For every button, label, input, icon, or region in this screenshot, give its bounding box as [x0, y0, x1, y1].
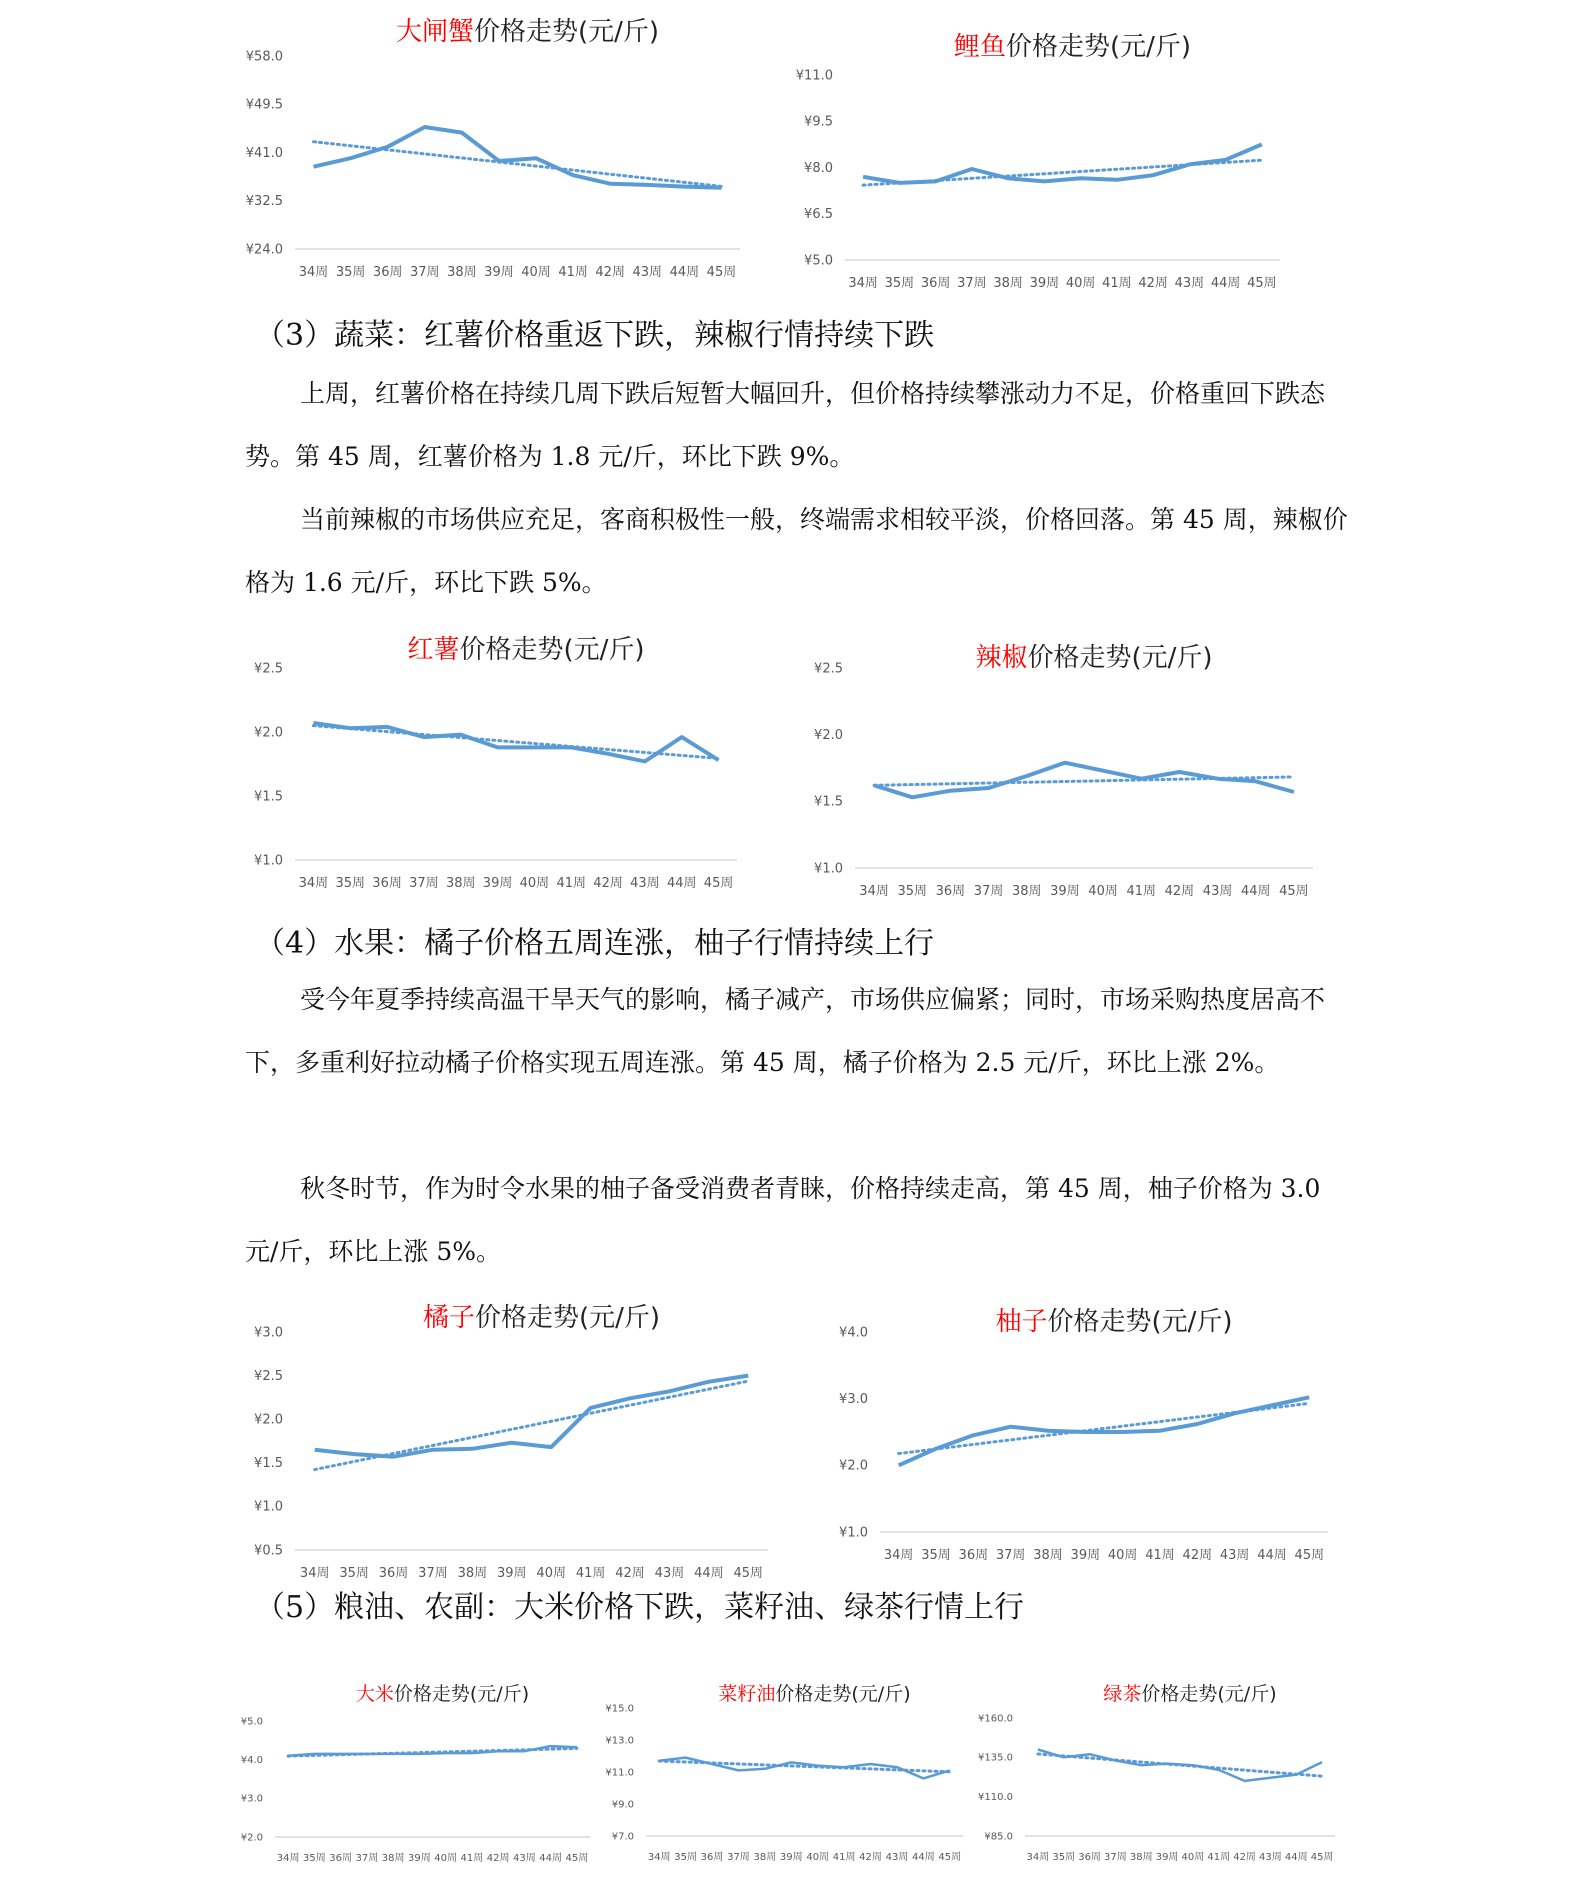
x-tick-label: 35周	[884, 276, 915, 291]
y-tick-label: ¥2.0	[254, 1412, 283, 1428]
section-5-heading: （5）粮油、农副：大米价格下跌，菜籽油、绿茶行情上行	[255, 1590, 1025, 1625]
rice-chart	[240, 1680, 595, 1880]
rapeseedoil-svg	[605, 1680, 968, 1880]
crab-chart	[245, 0, 770, 280]
x-tick-label: 43周	[1259, 1852, 1282, 1863]
y-tick-label: ¥0.5	[254, 1543, 283, 1559]
title-highlight: 绿茶	[1103, 1683, 1142, 1705]
sweetpotato-chart	[245, 630, 770, 910]
x-tick-label: 44周	[912, 1852, 935, 1863]
x-tick-label: 35周	[897, 884, 928, 899]
x-tick-label: 45周	[1247, 276, 1277, 291]
x-tick-label: 43周	[885, 1852, 909, 1863]
title-highlight: 菜籽油	[718, 1683, 776, 1705]
y-tick-label: ¥1.0	[814, 861, 843, 877]
y-tick-label: ¥2.5	[814, 661, 843, 677]
x-tick-label: 38周	[993, 276, 1023, 291]
series-line	[659, 1758, 950, 1779]
y-tick-label: ¥3.0	[839, 1392, 868, 1407]
x-tick-label: 38周	[457, 1566, 488, 1581]
y-tick-label: ¥1.0	[839, 1525, 868, 1541]
x-tick-label: 36周	[935, 884, 966, 899]
x-tick-label: 42周	[615, 1566, 645, 1581]
x-tick-label: 36周	[372, 265, 403, 280]
x-tick-label: 44周	[669, 265, 700, 280]
title-rest: 价格走势(元/斤)	[775, 1683, 911, 1705]
x-tick-label: 40周	[1181, 1852, 1205, 1863]
x-tick-label: 39周	[1070, 1548, 1101, 1563]
y-tick-label: ¥9.0	[611, 1799, 634, 1811]
trendline	[314, 142, 722, 187]
x-tick-label: 34周	[848, 276, 878, 291]
x-tick-label: 40周	[1107, 1548, 1138, 1563]
x-tick-label: 37周	[1104, 1852, 1127, 1863]
x-tick-label: 41周	[558, 265, 588, 280]
x-tick-label: 44周	[694, 1566, 724, 1581]
greentea-chart-title	[1103, 1683, 1276, 1705]
x-tick-label: 45周	[733, 1566, 764, 1581]
x-tick-label: 45周	[1279, 884, 1309, 899]
section-3-heading: （3）蔬菜：红薯价格重返下跌，辣椒行情持续下跌	[255, 318, 935, 353]
x-tick-label: 43周	[513, 1853, 536, 1864]
x-tick-label: 43周	[632, 265, 663, 280]
x-tick-label: 37周	[727, 1852, 750, 1863]
y-tick-label: ¥3.0	[240, 1793, 263, 1805]
x-tick-label: 35周	[1052, 1852, 1076, 1863]
x-tick-label: 34周	[647, 1852, 671, 1863]
x-tick-label: 34周	[859, 884, 889, 899]
y-tick-label: ¥2.0	[839, 1458, 868, 1474]
title-highlight: 橘子	[422, 1303, 475, 1333]
title-rest: 价格走势(元/斤)	[1027, 643, 1213, 673]
title-rest: 价格走势(元/斤)	[1005, 32, 1192, 62]
x-tick-label: 42周	[1233, 1852, 1256, 1863]
x-tick-label: 41周	[1102, 276, 1132, 291]
rapeseedoil-chart-title	[718, 1683, 910, 1705]
y-tick-label: ¥4.0	[839, 1325, 868, 1341]
pomelo-svg	[830, 1300, 1350, 1590]
title-highlight: 辣椒	[975, 643, 1028, 673]
x-tick-label: 43周	[1202, 884, 1233, 899]
x-tick-label: 37周	[355, 1853, 379, 1864]
sweetpotato-paragraph: 上周，红薯价格在持续几周下跌后短暂大幅回升，但价格持续攀涨动力不足，价格重回下跌态势。第 45 周，红薯价格为 1.8 元/斤，环比下跌 9%。	[245, 379, 1326, 471]
x-tick-label: 37周	[995, 1548, 1026, 1563]
y-tick-label: ¥8.0	[804, 160, 833, 176]
title-highlight: 大米	[355, 1683, 394, 1705]
y-tick-label: ¥11.0	[795, 68, 833, 84]
x-tick-label: 35周	[303, 1853, 326, 1864]
x-tick-label: 45周	[938, 1852, 962, 1863]
y-tick-label: ¥3.0	[254, 1325, 283, 1341]
x-tick-label: 39周	[1155, 1852, 1179, 1863]
x-tick-label: 37周	[410, 265, 440, 280]
x-tick-label: 40周	[521, 265, 551, 280]
x-tick-label: 37周	[957, 276, 987, 291]
x-tick-label: 44周	[666, 876, 697, 891]
x-tick-label: 35周	[339, 1566, 369, 1581]
x-tick-label: 37周	[418, 1566, 448, 1581]
y-tick-label: ¥11.0	[605, 1767, 634, 1779]
x-tick-label: 37周	[409, 876, 439, 891]
sweetpotato-chart-title	[407, 635, 644, 665]
x-tick-label: 42周	[486, 1853, 510, 1864]
y-tick-label: ¥2.5	[254, 1368, 283, 1384]
title-highlight: 大闸蟹	[395, 17, 474, 47]
y-tick-label: ¥58.0	[245, 49, 283, 65]
rice-chart-title	[356, 1683, 529, 1705]
x-tick-label: 36周	[958, 1548, 989, 1563]
x-tick-label: 42周	[1164, 884, 1195, 899]
chili-chart	[805, 638, 1325, 918]
series-line	[899, 1397, 1310, 1465]
crab-svg	[245, 0, 770, 280]
y-tick-label: ¥1.0	[254, 853, 283, 869]
x-tick-label: 45周	[706, 265, 737, 280]
title-rest: 价格走势(元/斤)	[393, 1683, 530, 1705]
orange-svg	[245, 1298, 790, 1588]
x-tick-label: 44周	[539, 1853, 562, 1864]
x-tick-label: 36周	[700, 1852, 724, 1863]
series-line	[863, 144, 1262, 183]
x-tick-label: 42周	[859, 1852, 882, 1863]
x-tick-label: 34周	[298, 265, 329, 280]
title-rest: 价格走势(元/斤)	[459, 635, 645, 665]
y-tick-label: ¥24.0	[245, 242, 283, 258]
y-tick-label: ¥13.0	[605, 1735, 634, 1747]
x-tick-label: 34周	[298, 876, 329, 891]
x-tick-label: 41周	[1126, 884, 1157, 899]
x-tick-label: 34周	[276, 1853, 300, 1864]
x-tick-label: 43周	[1174, 276, 1205, 291]
pomelo-paragraph: 秋冬时节，作为时令水果的柚子备受消费者青睐，价格持续走高，第 45 周，柚子价格为 3.0 元/斤，环比上涨 5%。	[245, 1174, 1321, 1266]
x-tick-label: 44周	[1210, 276, 1241, 291]
x-tick-label: 38周	[753, 1852, 777, 1863]
x-tick-label: 42周	[1138, 276, 1168, 291]
y-tick-label: ¥2.5	[254, 661, 283, 677]
x-tick-label: 38周	[445, 876, 476, 891]
x-tick-label: 45周	[1310, 1852, 1334, 1863]
pomelo-chart	[830, 1300, 1350, 1590]
y-tick-label: ¥49.5	[245, 97, 283, 113]
x-tick-label: 39周	[1050, 884, 1080, 899]
y-tick-label: ¥110.0	[978, 1792, 1013, 1803]
y-tick-label: ¥6.5	[804, 207, 833, 223]
x-tick-label: 41周	[575, 1566, 606, 1581]
y-tick-label: ¥1.5	[254, 789, 283, 805]
pomelo-chart-title	[995, 1307, 1232, 1337]
x-tick-label: 35周	[674, 1852, 697, 1863]
y-tick-label: ¥85.0	[984, 1831, 1013, 1843]
x-tick-label: 40周	[434, 1853, 457, 1864]
title-highlight: 柚子	[995, 1307, 1048, 1337]
orange-chart	[245, 1298, 790, 1588]
x-tick-label: 39周	[779, 1852, 803, 1863]
y-tick-label: ¥32.5	[245, 194, 283, 210]
y-tick-label: ¥41.0	[245, 145, 283, 161]
x-tick-label: 41周	[1207, 1852, 1231, 1863]
y-tick-label: ¥1.5	[814, 794, 843, 810]
y-tick-label: ¥9.5	[804, 114, 833, 130]
x-tick-label: 44周	[1257, 1548, 1287, 1563]
greentea-chart	[978, 1680, 1340, 1880]
series-line	[1038, 1750, 1322, 1781]
x-tick-label: 34周	[1026, 1852, 1050, 1863]
y-tick-label: ¥1.5	[254, 1456, 283, 1472]
y-tick-label: ¥7.0	[611, 1831, 634, 1843]
x-tick-label: 38周	[447, 265, 477, 280]
x-tick-label: 34周	[883, 1548, 914, 1563]
title-rest: 价格走势(元/斤)	[474, 1303, 661, 1333]
x-tick-label: 40周	[519, 876, 550, 891]
x-tick-label: 39周	[408, 1853, 431, 1864]
x-tick-label: 42周	[595, 265, 625, 280]
x-tick-label: 40周	[806, 1852, 830, 1863]
chili-paragraph: 当前辣椒的市场供应充足，客商积极性一般，终端需求相较平淡，价格回落。第 45 周，辣椒价格为 1.6 元/斤，环比下跌 5%。	[245, 505, 1348, 597]
x-tick-label: 45周	[565, 1853, 589, 1864]
x-tick-label: 39周	[484, 265, 514, 280]
x-tick-label: 37周	[973, 884, 1004, 899]
x-tick-label: 38周	[1033, 1548, 1063, 1563]
x-tick-label: 43周	[1219, 1548, 1250, 1563]
y-tick-label: ¥135.0	[978, 1752, 1013, 1764]
x-tick-label: 42周	[593, 876, 623, 891]
x-tick-label: 43周	[654, 1566, 685, 1581]
y-tick-label: ¥15.0	[605, 1703, 634, 1715]
x-tick-label: 40周	[536, 1566, 566, 1581]
carp-chart	[795, 10, 1315, 291]
sweetpotato-svg	[245, 630, 770, 910]
x-tick-label: 36周	[378, 1566, 409, 1581]
x-tick-label: 36周	[920, 276, 951, 291]
x-tick-label: 40周	[1088, 884, 1118, 899]
y-tick-label: ¥5.0	[804, 253, 833, 269]
rice-svg	[240, 1680, 595, 1880]
x-tick-label: 41周	[460, 1853, 484, 1864]
x-tick-label: 42周	[1182, 1548, 1213, 1563]
x-tick-label: 35周	[921, 1548, 951, 1563]
chili-svg	[805, 638, 1325, 918]
crab-chart-title	[396, 17, 659, 47]
section-4-heading: （4）水果：橘子价格五周连涨，柚子行情持续上行	[255, 926, 935, 961]
x-tick-label: 44周	[1284, 1852, 1308, 1863]
x-tick-label: 41周	[832, 1852, 856, 1863]
x-tick-label: 36周	[1078, 1852, 1101, 1863]
rapeseedoil-chart	[605, 1680, 968, 1880]
x-tick-label: 39周	[482, 876, 513, 891]
x-tick-label: 35周	[335, 876, 366, 891]
orange-chart-title	[423, 1303, 660, 1333]
chili-chart-title	[975, 643, 1212, 673]
x-tick-label: 34周	[299, 1566, 330, 1581]
x-tick-label: 38周	[1129, 1852, 1153, 1863]
series-line	[315, 1376, 749, 1457]
title-rest: 价格走势(元/斤)	[1141, 1683, 1277, 1705]
x-tick-label: 40周	[1065, 276, 1096, 291]
orange-paragraph: 受今年夏季持续高温干旱天气的影响，橘子减产，市场供应偏紧；同时，市场采购热度居高不下，多重利好拉动橘子价格实现五周连涨。第 45 周，橘子价格为 2.5 元/斤，环比上涨 2%。	[245, 985, 1326, 1077]
x-tick-label: 35周	[335, 265, 366, 280]
x-tick-label: 38周	[381, 1853, 405, 1864]
title-highlight: 红薯	[407, 635, 460, 665]
x-tick-label: 36周	[372, 876, 402, 891]
y-tick-label: ¥2.0	[240, 1832, 263, 1844]
x-tick-label: 44周	[1240, 884, 1271, 899]
greentea-svg	[978, 1680, 1340, 1880]
title-rest: 价格走势(元/斤)	[473, 17, 660, 47]
x-tick-label: 36周	[329, 1853, 352, 1864]
x-tick-label: 39周	[497, 1566, 527, 1581]
carp-svg	[795, 10, 1315, 291]
x-tick-label: 38周	[1011, 884, 1042, 899]
y-tick-label: ¥5.0	[240, 1716, 263, 1728]
y-tick-label: ¥160.0	[978, 1713, 1013, 1725]
carp-chart-title	[954, 32, 1191, 62]
x-tick-label: 41周	[556, 876, 587, 891]
title-rest: 价格走势(元/斤)	[1047, 1307, 1233, 1337]
y-tick-label: ¥1.0	[254, 1499, 283, 1515]
y-tick-label: ¥4.0	[240, 1755, 263, 1766]
y-tick-label: ¥2.0	[254, 725, 283, 741]
x-tick-label: 43周	[630, 876, 660, 891]
title-highlight: 鲤鱼	[953, 32, 1006, 62]
x-tick-label: 45周	[1294, 1548, 1325, 1563]
x-tick-label: 39周	[1029, 276, 1060, 291]
x-tick-label: 41周	[1145, 1548, 1175, 1563]
y-tick-label: ¥2.0	[814, 728, 843, 743]
x-tick-label: 45周	[703, 876, 734, 891]
